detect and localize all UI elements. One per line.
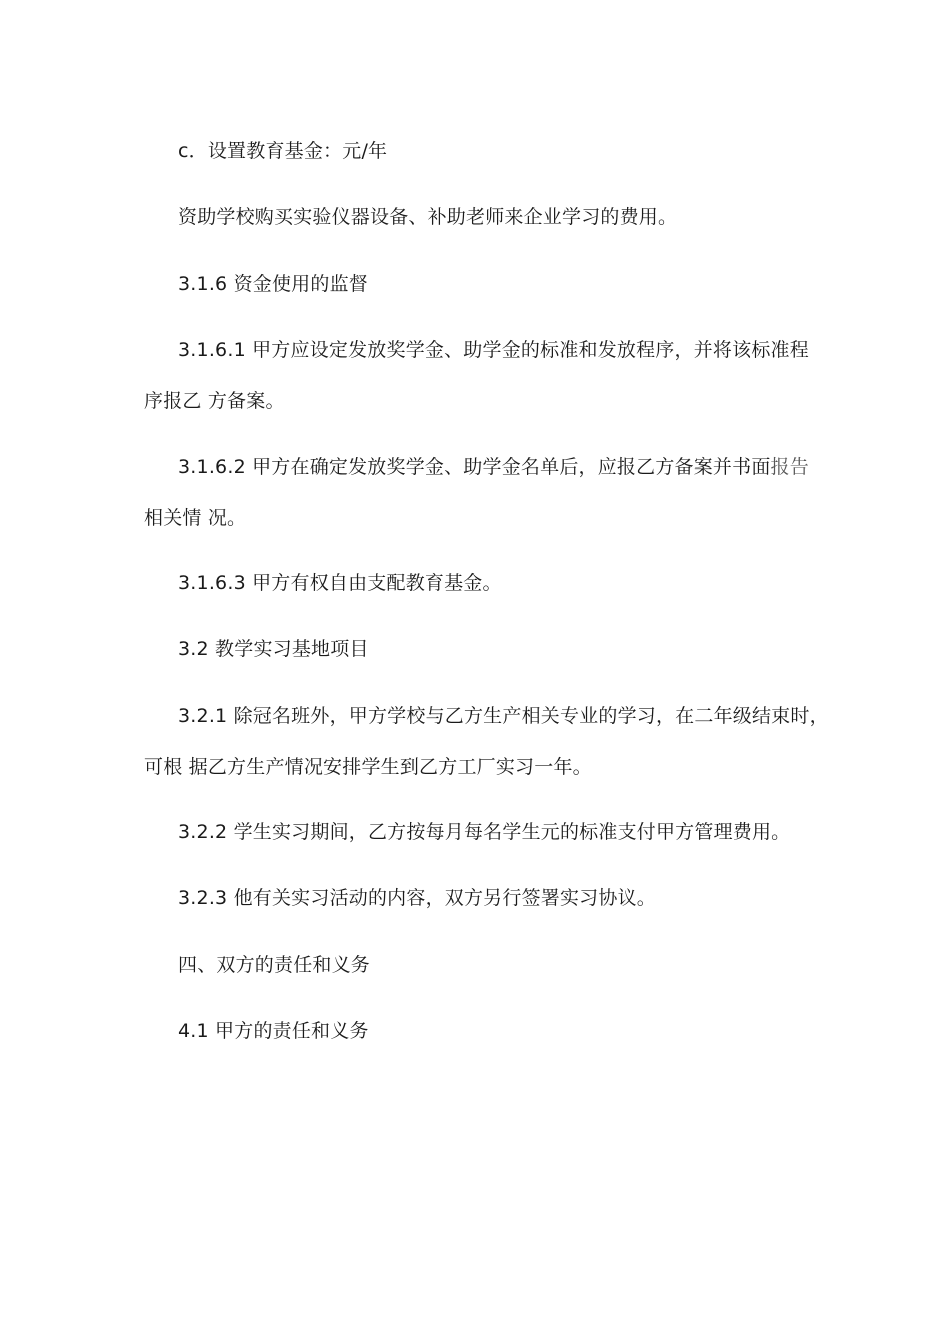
heading-section-4: 四、双方的责任和义务	[178, 954, 371, 976]
paragraph-education-fund: c．设置教育基金：元/年	[178, 140, 388, 162]
paragraph-3-1-6-1-cont: 序报乙 方备案。	[144, 390, 285, 412]
paragraph-3-1-6-2-cont: 相关情 况。	[144, 507, 247, 529]
paragraph-3-2-3: 3.2.3 他有关实习活动的内容，双方另行签署实习协议。	[178, 887, 656, 909]
heading-3-2: 3.2 教学实习基地项目	[178, 638, 369, 660]
paragraph-3-1-6-2-report: 报告	[770, 456, 809, 478]
paragraph-3-2-1: 3.2.1 除冠名班外，甲方学校与乙方生产相关专业的学习，在二年级结束时，	[178, 705, 829, 727]
paragraph-3-1-6-2	[178, 455, 809, 479]
paragraph-3-1-6-2-text: 3.1.6.2 甲方在确定发放奖学金、助学金名单后，应报乙方备案并书面	[178, 456, 771, 478]
paragraph-3-2-2: 3.2.2 学生实习期间，乙方按每月每名学生元的标准支付甲方管理费用。	[178, 821, 791, 843]
paragraph-3-1-6-3: 3.1.6.3 甲方有权自由支配教育基金。	[178, 572, 502, 594]
heading-4-1: 4.1 甲方的责任和义务	[178, 1020, 369, 1042]
paragraph-3-1-6-1: 3.1.6.1 甲方应设定发放奖学金、助学金的标准和发放程序，并将该标准程	[178, 339, 809, 361]
heading-3-1-6: 3.1.6 资金使用的监督	[178, 273, 368, 295]
paragraph-fund-purpose: 资助学校购买实验仪器设备、补助老师来企业学习的费用。	[178, 206, 678, 228]
paragraph-3-2-1-cont: 可根 据乙方生产情况安排学生到乙方工厂实习一年。	[144, 756, 592, 778]
